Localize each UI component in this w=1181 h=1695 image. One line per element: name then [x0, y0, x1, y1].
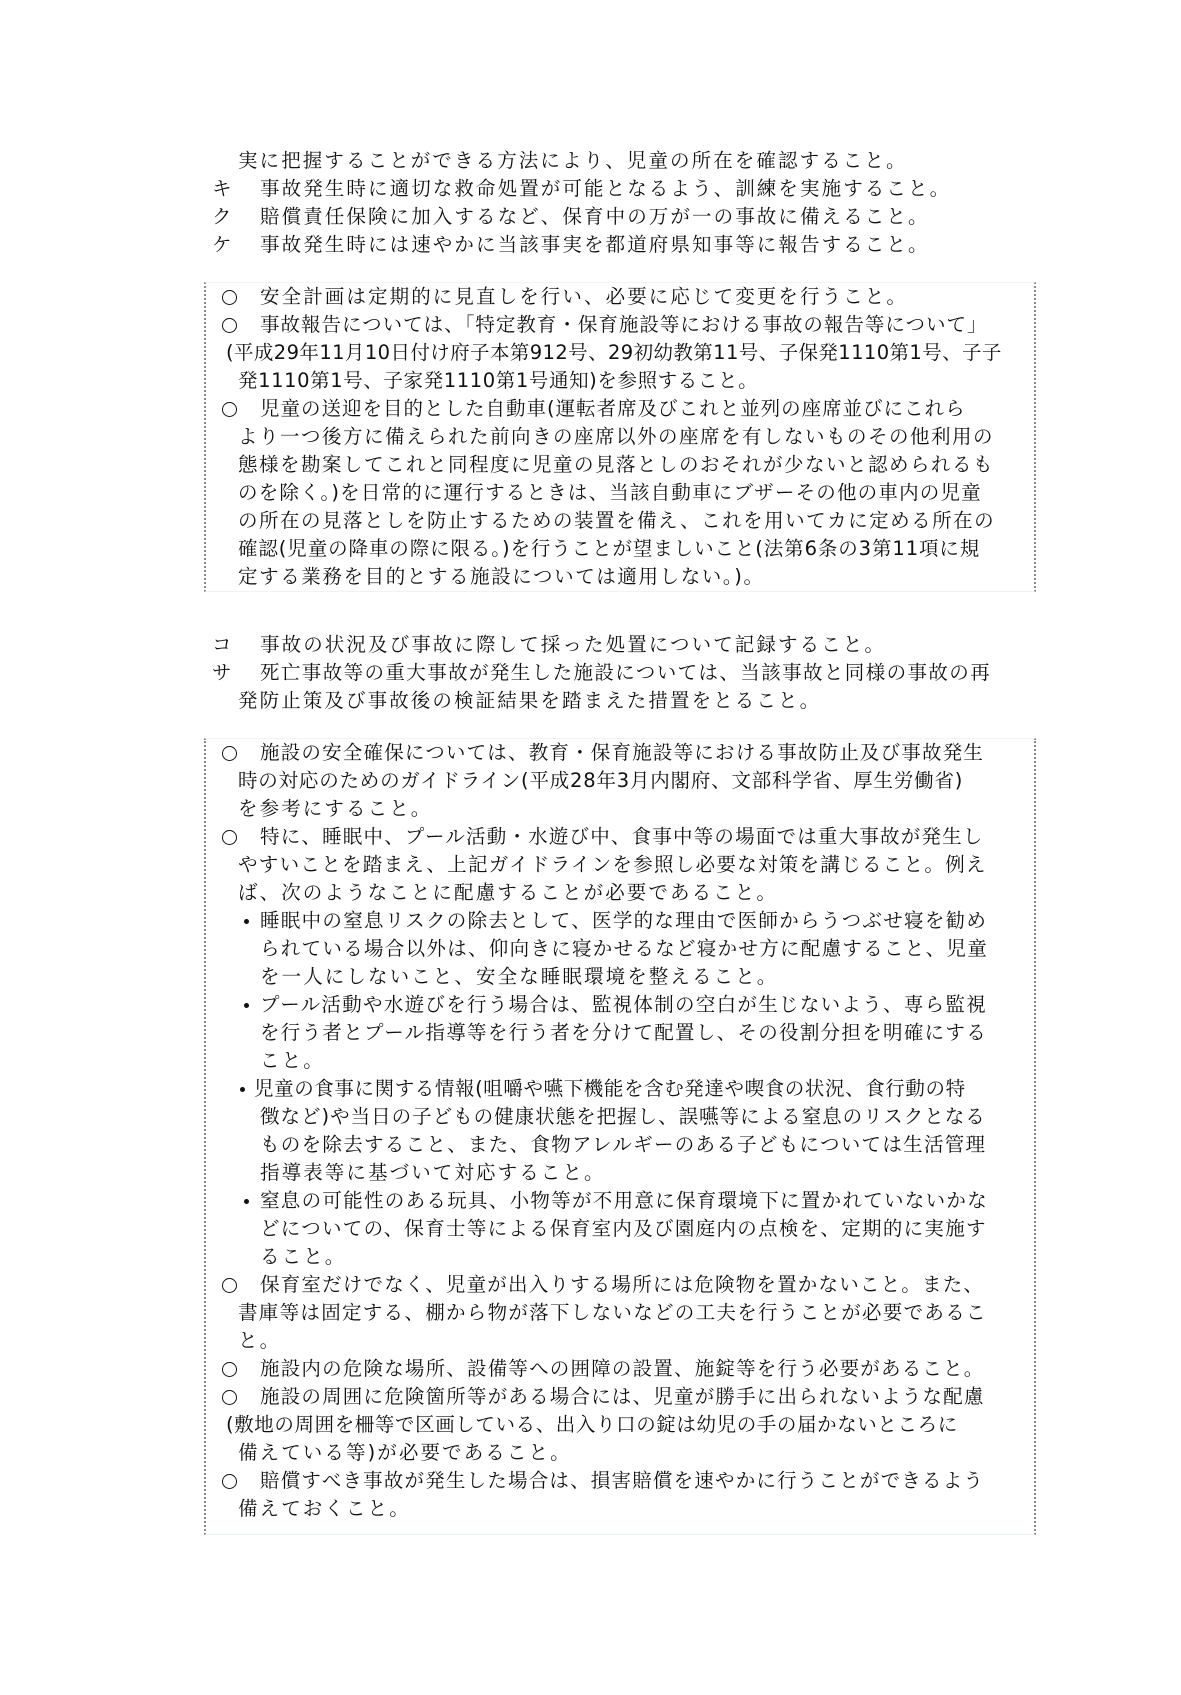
box1-item1-line1: 安全計画は定期的に見直しを行い、必要に応じて変更を行うこと。: [260, 285, 909, 308]
circle-bullet-icon: [220, 1467, 240, 1495]
box2-item9-line2: (敷地の周囲を柵等で区画している、出入り口の錠は幼児の手の届かないところに: [226, 1413, 958, 1436]
box2-sub4-line2: どについての、保育士等による保育室内及び園庭内の点検を、定期的に実施す: [260, 1217, 987, 1240]
item-marker-ku: ク: [212, 205, 232, 228]
box2-sub2-line1: プール活動や水遊びを行う場合は、監視体制の空白が生じないよう、専ら監視: [260, 993, 988, 1016]
box2-sub4-line1: 窒息の可能性のある玩具、小物等が不用意に保育環境下に置かれていないかな: [260, 1189, 989, 1212]
box2-sub3-line1: 児童の食事に関する情報(咀嚼や嚥下機能を含む発達や喫食の状況、食行動の特: [254, 1077, 966, 1100]
circle-bullet-icon: [220, 311, 240, 339]
box1-item3-line3: 態様を勘案してこれと同程度に児童の見落としのおそれが少ないと認められるも: [238, 453, 995, 476]
dot-bullet-icon: [240, 991, 254, 1019]
box2-item10-line2: 備えておくこと。: [238, 1497, 411, 1520]
dot-bullet-icon: [240, 907, 254, 935]
box2-sub2-line3: こと。: [260, 1049, 325, 1072]
box2-sub2-line2: を行う者とプール指導等を行う者を分けて配置し、その役割分担を明確にする: [260, 1021, 988, 1044]
box2-item9-line3: 備えている等)が必要であること。: [238, 1441, 572, 1464]
item-ko-text: 事故の状況及び事故に際して採った処置について記録すること。: [260, 633, 887, 656]
box2-item1-line2: 時の対応のためのガイドライン(平成28年3月内閣府、文部科学省、厚生労働省): [238, 769, 964, 792]
circle-bullet-icon: [220, 1383, 240, 1411]
circle-bullet-icon: [220, 283, 240, 311]
item-sa-line1: 死亡事故等の重大事故が発生した施設については、当該事故と同様の事故の再: [260, 661, 992, 684]
box2-sub1-line1: 睡眠中の窒息リスクの除去として、医学的な理由で医師からうつぶせ寝を勧め: [260, 909, 988, 932]
box1-item3-line5: の所在の見落としを防止するための装置を備え、これを用いてカに定める所在の: [238, 509, 996, 532]
dot-bullet-icon: [240, 1187, 254, 1215]
box2-item2-line1: 特に、睡眠中、プール活動・水遊び中、食事中等の場面では重大事故が発生し: [260, 825, 984, 848]
circle-bullet-icon: [220, 823, 240, 851]
dot-bullet-icon: [236, 1075, 250, 1103]
circle-bullet-icon: [220, 739, 240, 767]
box2-item7-line1: 保育室だけでなく、児童が出入りする場所には危険物を置かないこと。また、: [260, 1273, 985, 1296]
box1-item3-line4: のを除く。)を日常的に運行するときは、当該自動車にブザーその他の車内の児童: [238, 481, 982, 504]
box1-item2-line2: (平成29年11月10日付け府子本第912号、29初幼教第11号、子保発1110第1号、子子: [226, 341, 1002, 364]
item-ki-text: 事故発生時に適切な救命処置が可能となるよう、訓練を実施すること。: [260, 177, 952, 200]
box2-item8-line1: 施設内の危険な場所、設備等への囲障の設置、施錠等を行う必要があること。: [260, 1357, 985, 1380]
item-sa-line2: 発防止策及び事故後の検証結果を踏まえた措置をとること。: [238, 689, 822, 712]
circle-bullet-icon: [220, 1271, 240, 1299]
item-marker-sa: サ: [212, 661, 232, 684]
box2-sub1-line3: を一人にしないこと、安全な睡眠環境を整えること。: [260, 965, 779, 988]
box2-item7-line2: 書庫等は固定する、棚から物が落下しないなどの工夫を行うことが必要であるこ: [238, 1301, 987, 1324]
box2-sub3-line2: 徴など)や当日の子どもの健康状態を把握し、誤嚥等による窒息のリスクとなる: [260, 1105, 986, 1128]
box1-item3-line1: 児童の送迎を目的とした自動車(運転者席及びこれと並列の座席並びにこれら: [260, 397, 966, 420]
box1-item3-line2: より一つ後方に備えられた前向きの座席以外の座席を有しないものその他利用の: [238, 425, 995, 448]
circle-bullet-icon: [220, 395, 240, 423]
box2-sub1-line2: られている場合以外は、仰向きに寝かせるなど寝かせ方に配慮すること、児童: [260, 937, 988, 960]
box1-item2-line1: 事故報告については、「特定教育・保育施設等における事故の報告等について」: [260, 313, 988, 336]
box1-item3-line7: 定する業務を目的とする施設については適用しない。)。: [238, 565, 765, 588]
item-ku-text: 賠償責任保険に加入するなど、保育中の万が一の事故に備えること。: [260, 205, 930, 228]
box2-sub3-line3: ものを除去すること、また、食物アレルギーのある子どもについては生活管理: [260, 1133, 987, 1156]
box2-item1-line3: を参考にすること。: [238, 797, 433, 820]
box2-item9-line1: 施設の周囲に危険箇所等がある場合には、児童が勝手に出られないような配慮: [260, 1385, 985, 1408]
item-marker-ke: ケ: [212, 233, 232, 256]
box2-item10-line1: 賠償すべき事故が発生した場合は、損害賠償を速やかに行うことができるよう: [260, 1469, 985, 1492]
box1-item3-line6: 確認(児童の降車の際に限る。)を行うことが望ましいこと(法第6条の3第11項に規: [238, 537, 981, 560]
circle-bullet-icon: [220, 1355, 240, 1383]
box2-sub3-line4: 指導表等に基づいて対応すること。: [260, 1161, 606, 1184]
box2-item7-line3: と。: [238, 1329, 282, 1352]
continuation-line: 実に把握することができる方法により、児童の所在を確認すること。: [238, 149, 908, 172]
box1-item2-line3: 発1110第1号、子家発1110第1号通知)を参照すること。: [238, 369, 759, 392]
item-marker-ko: コ: [212, 633, 232, 656]
box2-sub4-line3: ること。: [260, 1245, 347, 1268]
box2-item2-line2: やすいことを踏まえ、上記ガイドラインを参照し必要な対策を講じること。例え: [238, 853, 987, 876]
item-ke-text: 事故発生時には速やかに当該事実を都道府県知事等に報告すること。: [260, 233, 930, 256]
item-marker-ki: キ: [212, 177, 232, 200]
box2-item2-line3: ば、次のようなことに配慮することが必要であること。: [238, 881, 779, 904]
box2-item1-line1: 施設の安全確保については、教育・保育施設等における事故防止及び事故発生: [260, 741, 985, 764]
